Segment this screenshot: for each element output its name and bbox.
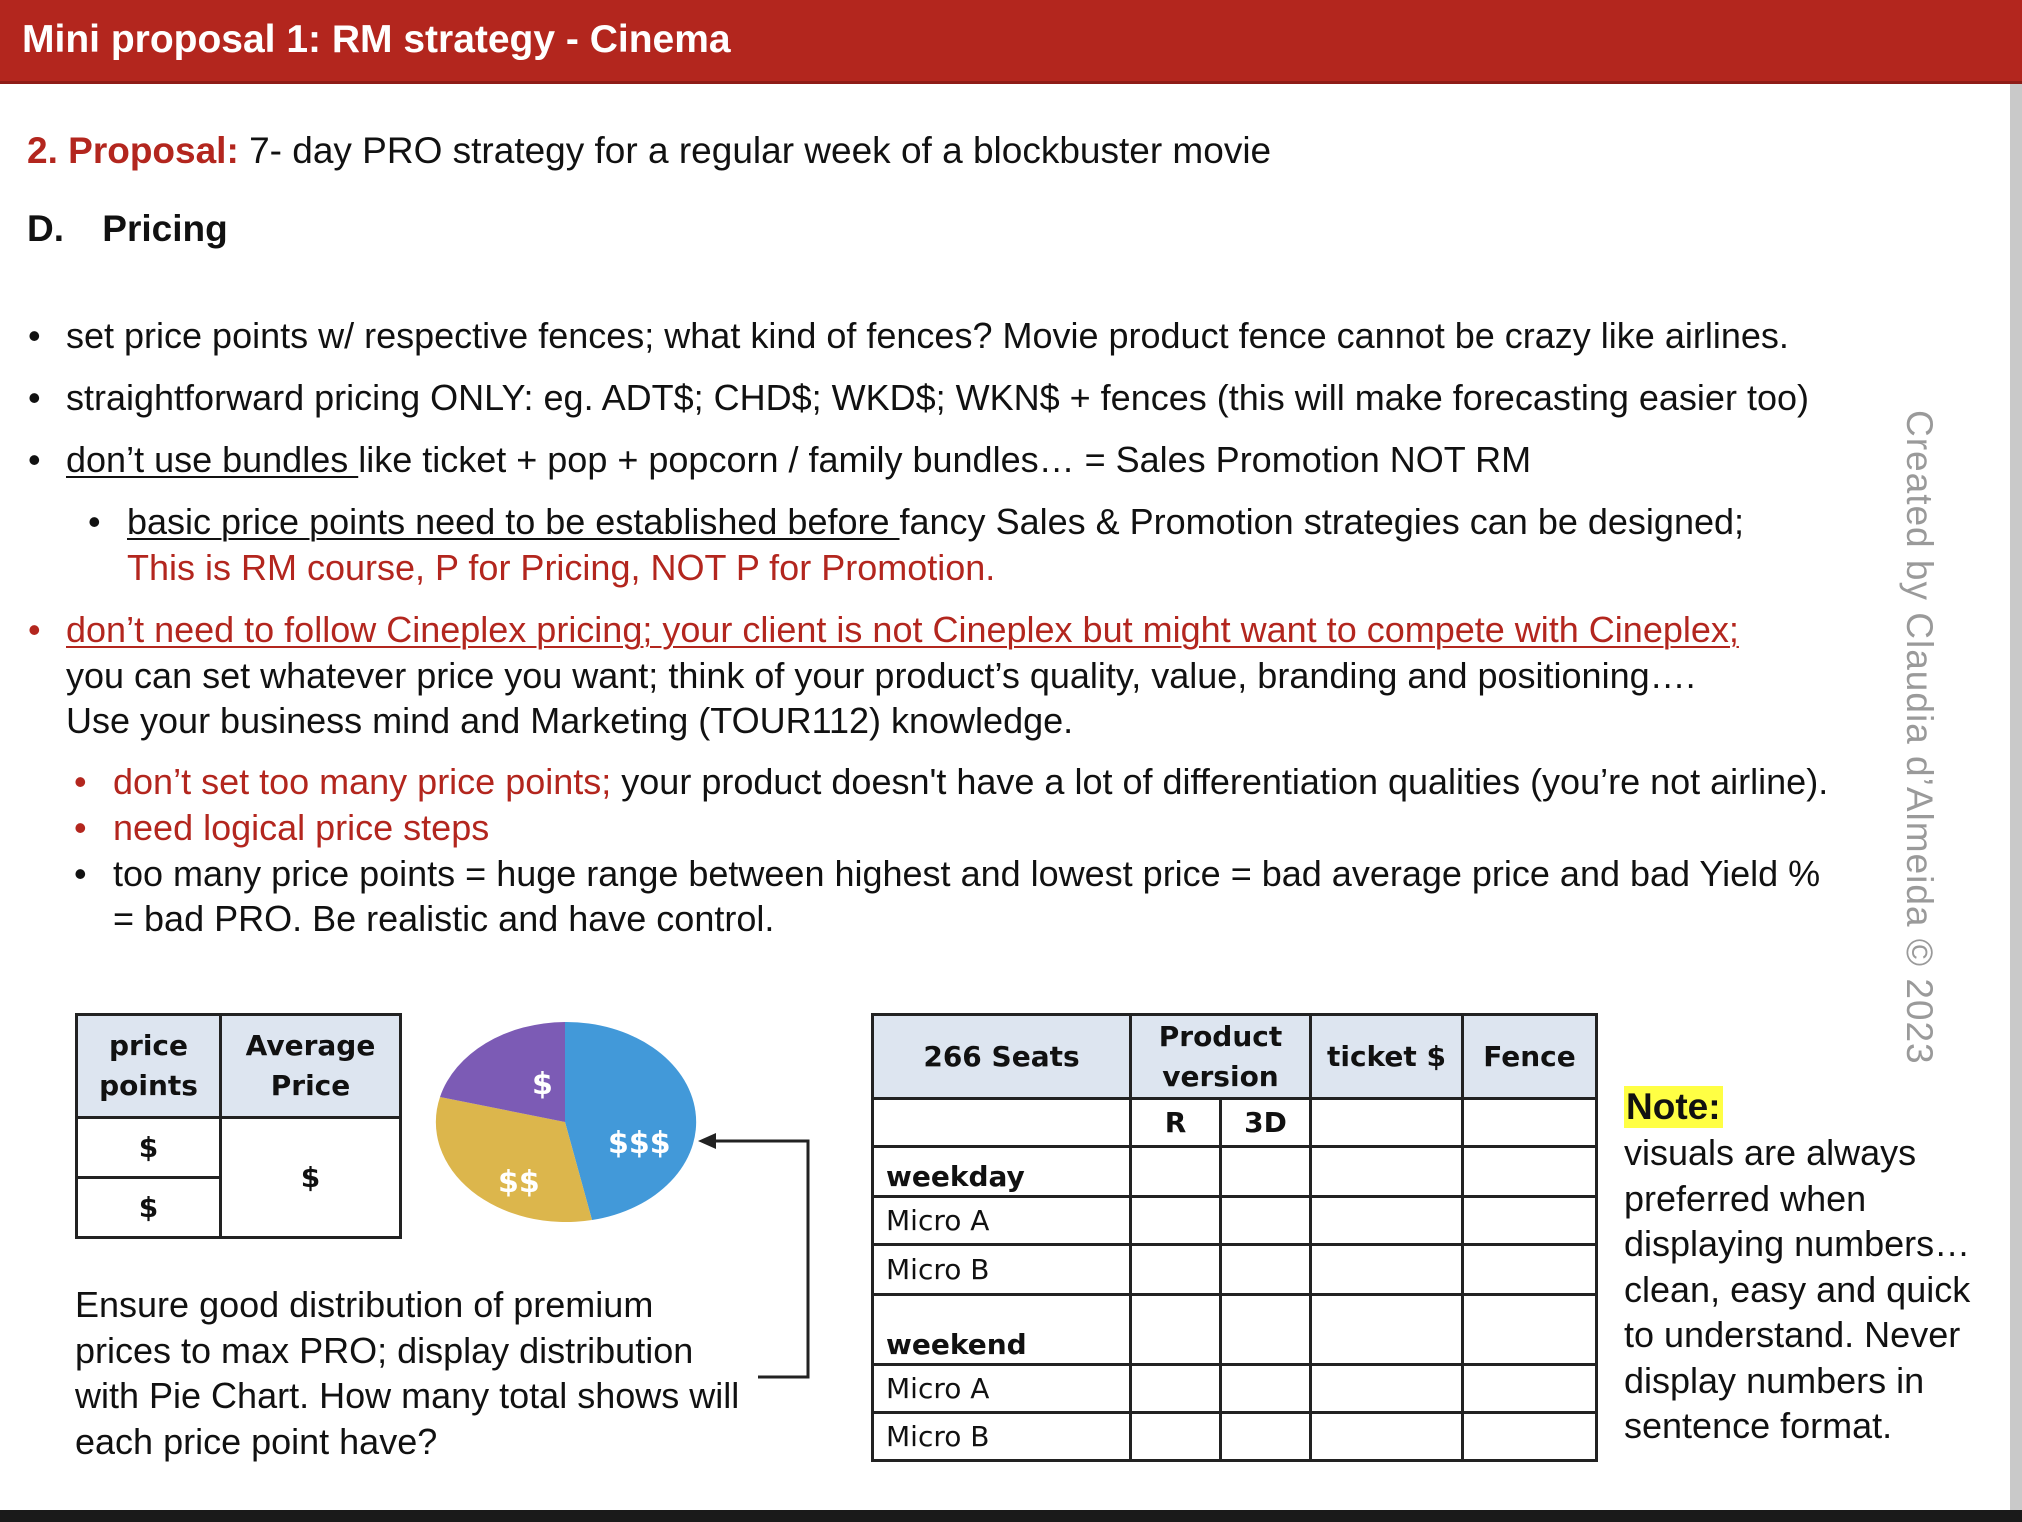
- bottom-bar: [0, 1510, 2022, 1522]
- version-r-header: R: [1131, 1099, 1221, 1147]
- price-point-cell: $: [77, 1178, 221, 1238]
- weekday-micro-b: Micro B: [873, 1245, 1131, 1295]
- bullet-3-rest: like ticket + pop + popcorn / family bundles… = Sales Promotion NOT RM: [358, 439, 1532, 480]
- empty-cell: [1131, 1245, 1221, 1295]
- bullet-dot: •: [28, 439, 41, 480]
- empty-cell: [1311, 1147, 1463, 1197]
- empty-cell: [1311, 1245, 1463, 1295]
- fence-header: Fence: [1463, 1015, 1597, 1099]
- bullet-3a-rest: fancy Sales & Promotion strategies can be designed;: [899, 501, 1745, 542]
- bullet-4-line2: you can set whatever price you want; think of your product’s quality, value, branding and positioning….: [66, 655, 1696, 696]
- empty-cell: [1221, 1365, 1311, 1413]
- bullet-2: straightforward pricing ONLY: eg. ADT$; CHD$; WKD$; WKN$ + fences (this will make forecasting easier too): [66, 377, 1809, 418]
- weekday-micro-a: Micro A: [873, 1197, 1131, 1245]
- section-heading: [27, 207, 228, 251]
- pie-label-mid: $$: [498, 1165, 540, 1200]
- empty-cell: [1463, 1099, 1597, 1147]
- product-version-header: Product version: [1131, 1015, 1311, 1099]
- bullet-4a-red: don’t set too many price points;: [113, 761, 612, 802]
- price-points-table: [75, 1013, 402, 1239]
- bullet-1: set price points w/ respective fences; what kind of fences? Movie product fence cannot be crazy like airlines.: [66, 315, 1789, 356]
- empty-cell: [1221, 1295, 1311, 1365]
- empty-cell: [1221, 1147, 1311, 1197]
- bullet-3a: [127, 500, 1744, 544]
- weekday-label: weekday: [873, 1147, 1131, 1197]
- empty-cell: [1131, 1147, 1221, 1197]
- note-body: visuals are always preferred when displaying numbers… clean, easy and quick to understand. Never display numbers in sentence format.: [1624, 1132, 1971, 1446]
- empty-cell: [1221, 1197, 1311, 1245]
- version-3d-header: 3D: [1221, 1099, 1311, 1147]
- empty-cell: [1463, 1365, 1597, 1413]
- seats-table: [871, 1013, 1598, 1462]
- bullet-3a-underlined: basic price points need to be established before: [127, 501, 900, 542]
- empty-cell: [1221, 1245, 1311, 1295]
- empty-cell: [1463, 1245, 1597, 1295]
- bullet-4-line3: Use your business mind and Marketing (TOUR112) knowledge.: [66, 700, 1074, 741]
- bullet-dot: •: [74, 807, 87, 848]
- empty-cell: [1463, 1295, 1597, 1365]
- weekend-micro-b: Micro B: [873, 1413, 1131, 1461]
- empty-cell: [1131, 1413, 1221, 1461]
- note-label: Note:: [1626, 1086, 1721, 1127]
- weekend-micro-a: Micro A: [873, 1365, 1131, 1413]
- bullet-4a: [113, 760, 1828, 804]
- empty-cell: [1463, 1413, 1597, 1461]
- proposal-text: 7- day PRO strategy for a regular week of a blockbuster movie: [249, 130, 1272, 171]
- bullet-dot: •: [28, 377, 41, 418]
- average-price-cell: $: [221, 1118, 401, 1238]
- weekend-label: weekend: [873, 1295, 1131, 1365]
- price-point-cell: $: [77, 1118, 221, 1178]
- seats-header: 266 Seats: [873, 1015, 1131, 1099]
- bullet-dot: •: [28, 609, 41, 650]
- pie-chart: [430, 1010, 710, 1250]
- empty-cell: [1131, 1197, 1221, 1245]
- empty-cell: [1131, 1295, 1221, 1365]
- average-price-header: Average Price: [221, 1015, 401, 1118]
- right-edge: [2010, 84, 2022, 1522]
- proposal-label: Proposal:: [68, 130, 239, 171]
- bullet-3: [66, 438, 1531, 482]
- bullet-4c-line1: too many price points = huge range between highest and lowest price = bad average price and bad Yield %: [113, 853, 1821, 894]
- bullet-3a-red: This is RM course, P for Pricing, NOT P for Promotion.: [127, 547, 996, 588]
- empty-cell: [1311, 1365, 1463, 1413]
- pie-label-low: $: [532, 1067, 553, 1102]
- empty-cell: [1131, 1365, 1221, 1413]
- empty-cell: [1311, 1197, 1463, 1245]
- empty-cell: [1311, 1099, 1463, 1147]
- price-points-header: price points: [77, 1015, 221, 1118]
- empty-cell: [1221, 1413, 1311, 1461]
- section-letter: D.: [27, 208, 64, 249]
- empty-cell: [1311, 1295, 1463, 1365]
- bullet-4b: need logical price steps: [113, 807, 490, 848]
- watermark: Created by Claudia d’Almeida © 2023: [1899, 410, 1940, 1065]
- empty-cell: [1463, 1147, 1597, 1197]
- bullet-4a-rest: your product doesn't have a lot of differentiation qualities (you’re not airline).: [611, 761, 1829, 802]
- bullet-4-red: don’t need to follow Cineplex pricing; your client is not Cineplex but might want to compete with Cineplex;: [66, 609, 1739, 650]
- pie-slice-high: [565, 1022, 696, 1220]
- ticket-price-header: ticket $: [1311, 1015, 1463, 1099]
- empty-cell: [1463, 1197, 1597, 1245]
- bullet-dot: •: [88, 501, 101, 542]
- ensure-distribution-text: Ensure good distribution of premium prices to max PRO; display distribution with Pie Chart. How many total shows will each price point have?: [75, 1284, 740, 1462]
- title-bar: [0, 0, 2022, 84]
- bullet-dot: •: [74, 761, 87, 802]
- proposal-number: 2.: [27, 130, 58, 171]
- bullet-dot: •: [28, 315, 41, 356]
- section-title: Pricing: [102, 208, 228, 249]
- bullet-4c-line2: = bad PRO. Be realistic and have control.: [113, 898, 775, 939]
- proposal-line: [27, 129, 1271, 173]
- empty-cell: [873, 1099, 1131, 1147]
- empty-cell: [1311, 1413, 1463, 1461]
- pie-label-high: $$$: [608, 1126, 671, 1161]
- bullet-dot: •: [74, 853, 87, 894]
- bullet-3-underlined: don’t use bundles: [66, 439, 359, 480]
- slide-title: Mini proposal 1: RM strategy - Cinema: [22, 18, 731, 61]
